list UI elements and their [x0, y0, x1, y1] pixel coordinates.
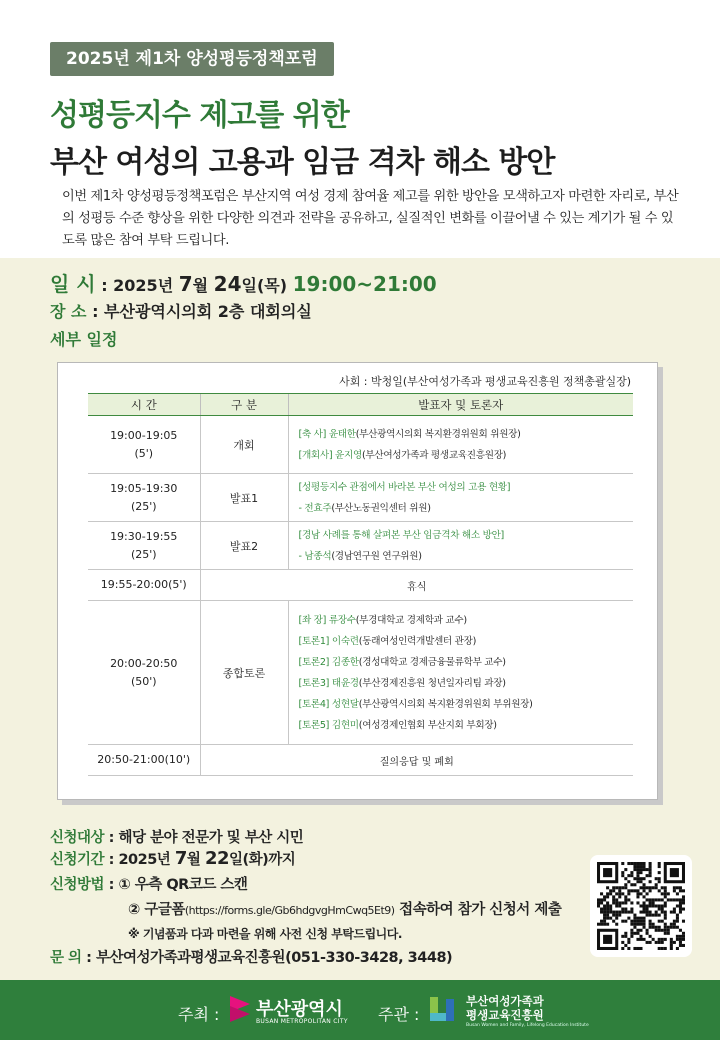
- event-date: 일 시 : 2025년 7월 24일(목) 19:00~21:00: [50, 272, 437, 296]
- event-place: 장 소 : 부산광역시의회 2층 대회의실: [50, 302, 312, 321]
- row-time: 20:00-20:50 (50'): [88, 601, 200, 745]
- footer: [0, 980, 720, 1040]
- intro-text: 이번 제1차 양성평등정책포럼은 부산지역 여성 경제 참여율 제고를 위한 방안을 모색하고자 마련한 자리로, 부산의 성평등 수준 향상을 위한 다양한 의견과 전략을 공유하고, 실질적인 변화를 이끌어낼 수 있는 계기가 될 수 있도록 많은 참여 부탁 드립니다.: [62, 189, 679, 248]
- col-header-category: 구 분: [200, 394, 288, 416]
- row-people: [288, 416, 633, 474]
- row-category: 종합토론: [200, 601, 288, 745]
- row-category: 발표2: [200, 522, 288, 570]
- organizer-label: 주관 :: [378, 1005, 420, 1024]
- table-row: [88, 474, 633, 522]
- person-line: [토론2] 김종한(경성대학교 경제금융물류학부 교수): [298, 656, 506, 668]
- schedule-card: [57, 362, 658, 800]
- organizer-name: 부산여성가족과 평생교육진흥원: [466, 994, 544, 1022]
- person-line: [토론4] 성현달(부산광역시의회 복지환경위원회 부위원장): [298, 698, 533, 710]
- table-row: [88, 601, 633, 745]
- qr-code-icon: [597, 862, 685, 950]
- header-section: [0, 0, 720, 258]
- date-label: 일 시: [50, 272, 96, 296]
- place-label: 장 소: [50, 302, 87, 321]
- event-time: 19:00~21:00: [292, 272, 437, 296]
- apply-note: ※ 기념품과 다과 마련을 위해 사전 신청 부탁드립니다.: [128, 927, 402, 941]
- apply-period: 신청기간 : 2025년 7월 22일(화)까지: [50, 848, 296, 869]
- qr-code[interactable]: [590, 855, 692, 957]
- forum-badge: 2025년 제1차 양성평등정책포럼: [50, 42, 334, 76]
- row-time: 20:50-21:00(10'): [88, 745, 200, 776]
- row-full-label: 질의응답 및 폐회: [200, 745, 633, 776]
- person-line: [토론3] 태윤경(부산경제진흥원 청년일자리팀 과장): [298, 677, 506, 689]
- organizer-sub: Busan Women and Family, Lifelong Education Institute: [466, 1023, 589, 1028]
- row-full-label: 휴식: [200, 570, 633, 601]
- table-row: [88, 522, 633, 570]
- row-people: [288, 474, 633, 522]
- row-time: 19:05-19:30 (25'): [88, 474, 200, 522]
- contact-info: 문 의 : 부산여성가족과평생교육진흥원(051-330-3428, 3448): [50, 950, 453, 966]
- host-sub: BUSAN METROPOLITAN CITY: [256, 1018, 348, 1025]
- col-header-time: 시 간: [88, 394, 200, 416]
- host-label: 주최 :: [178, 1005, 220, 1024]
- google-form-link[interactable]: (https://forms.gle/Gb6hdgvgHmCwq5Et9): [184, 904, 395, 917]
- apply-target: 신청대상 : 해당 분야 전문가 및 부산 시민: [50, 830, 304, 846]
- row-time: 19:55-20:00(5'): [88, 570, 200, 601]
- host-name: 부산광역시: [256, 999, 343, 1020]
- row-people: [288, 601, 633, 745]
- apply-method: 신청방법 : ① 우측 QR코드 스캔: [50, 877, 248, 893]
- institute-logo-icon: [428, 995, 460, 1025]
- table-row: [88, 416, 633, 474]
- schedule-table: [88, 393, 633, 776]
- row-category: 개회: [200, 416, 288, 474]
- row-time: 19:30-19:55 (25'): [88, 522, 200, 570]
- person-line: - 전효주(부산노동권익센터 위원): [298, 502, 431, 514]
- person-line: [축 사] 윤태한(부산광역시의회 복지환경위원회 위원장): [298, 428, 521, 440]
- row-category: 발표1: [200, 474, 288, 522]
- person-line: [토론5] 김현미(여성경제인협회 부산지회 부회장): [298, 719, 497, 731]
- person-line: [성평등지수 관점에서 바라본 부산 여성의 고용 현황]: [298, 481, 511, 493]
- person-line: - 남종석(경남연구원 연구위원): [298, 550, 422, 562]
- mc-info: 사회 : 박청일(부산여성가족과 평생교육진흥원 정책총괄실장): [339, 375, 631, 388]
- row-people: [288, 522, 633, 570]
- person-line: [개회사] 윤지영(부산여성가족과 평생교육진흥원장): [298, 449, 507, 461]
- busan-city-logo-icon: [228, 994, 252, 1024]
- schedule-title: 세부 일정: [50, 330, 118, 349]
- col-header-people: 발표자 및 토론자: [288, 394, 633, 416]
- table-row: [88, 570, 633, 601]
- row-time: 19:00-19:05 (5'): [88, 416, 200, 474]
- table-row: [88, 745, 633, 776]
- apply-method-2: ② 구글폼(https://forms.gle/Gb6hdgvgHmCwq5Et9) 접속하여 참가 신청서 제출: [128, 902, 562, 918]
- title-line-2: 부산 여성의 고용과 임금 격차 해소 방안: [50, 145, 555, 180]
- person-line: [경남 사례를 통해 살펴본 부산 임금격차 해소 방안]: [298, 529, 504, 541]
- person-line: [좌 장] 류장수(부경대학교 경제학과 교수): [298, 614, 467, 626]
- person-line: [토론1] 이숙련(동래여성인력개발센터 관장): [298, 635, 477, 647]
- title-line-1: 성평등지수 제고를 위한: [50, 98, 349, 133]
